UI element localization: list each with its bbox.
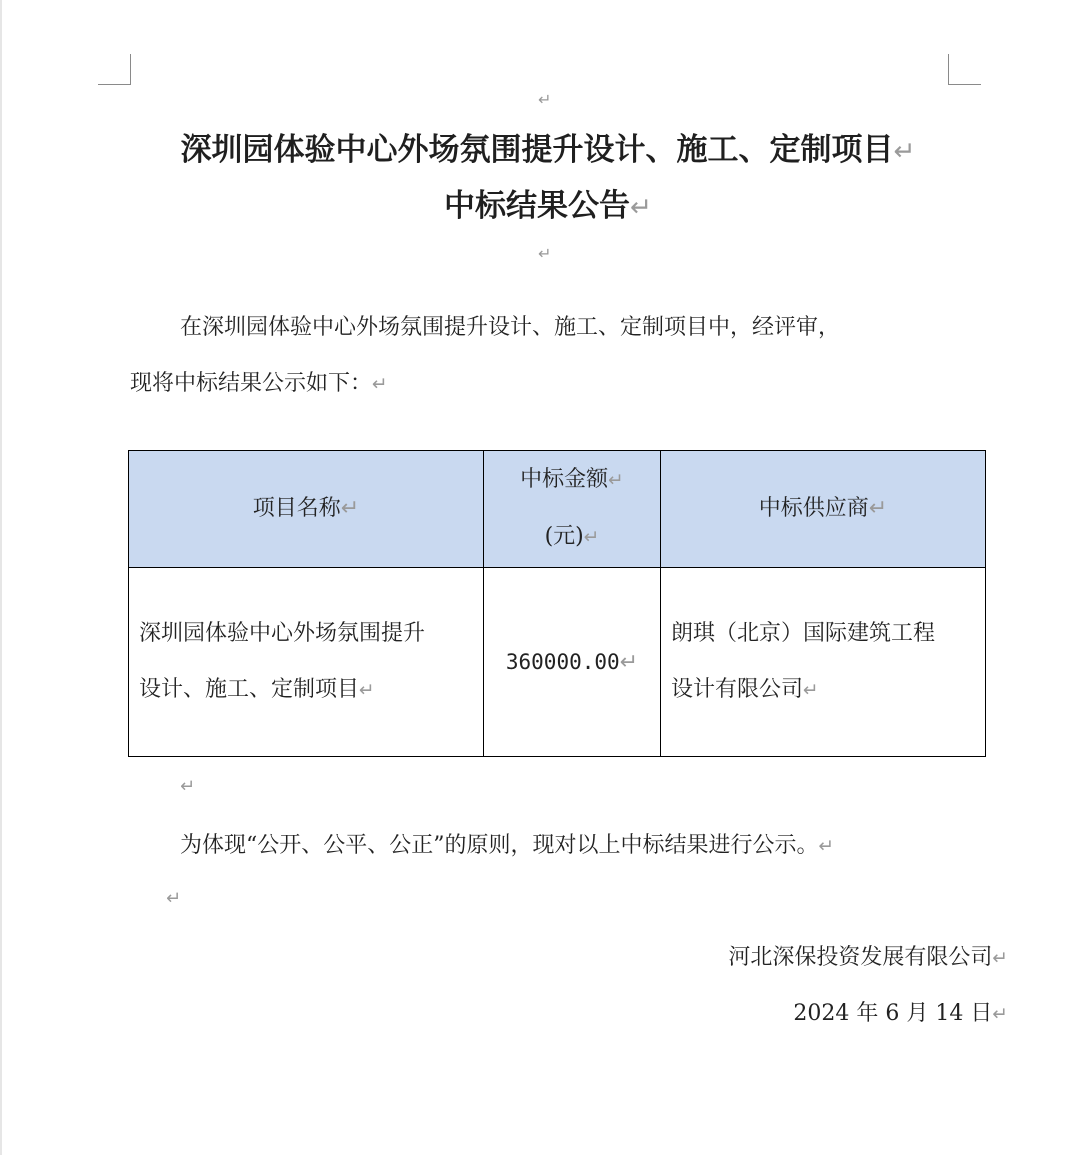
table-row	[129, 568, 986, 757]
signature-date-text: 2024 年 6 月 14 日	[793, 1001, 993, 1026]
signature-company-text: 河北深保投资发展有限公司	[728, 945, 993, 970]
paragraph-mark-icon: ↵	[372, 374, 388, 395]
page-left-edge	[0, 0, 2, 1155]
crop-mark-top-left	[98, 54, 131, 85]
paragraph-mark-icon: ↵	[583, 527, 600, 548]
paragraph-mark-icon: ↵	[992, 948, 1008, 969]
paragraph-mark-icon: ↵	[992, 1004, 1008, 1025]
result-table	[128, 450, 986, 757]
paragraph-mark-icon: ↵	[608, 470, 624, 491]
title-line-2	[0, 180, 1066, 225]
cell-project-name-line-1: 深圳园体验中心外场氛围提升	[139, 620, 426, 646]
paragraph-mark-icon: ↵	[868, 496, 888, 521]
cell-amount-text: 360000.00	[505, 649, 620, 674]
header-project-name	[129, 451, 484, 568]
header-amount-line-2: (元)	[544, 524, 584, 549]
paragraph-mark-icon: ↵	[340, 496, 360, 521]
paragraph-mark-icon: ↵	[818, 836, 835, 857]
crop-mark-top-right	[948, 54, 981, 85]
header-supplier-text: 中标供应商	[758, 496, 869, 521]
paragraph-mark-icon: ↵	[893, 137, 916, 167]
signature-company	[728, 940, 1008, 971]
cell-supplier-line-1: 朗琪（北京）国际建筑工程	[671, 620, 936, 646]
paragraph-mark-icon: ↵	[180, 776, 196, 797]
table-header-row	[129, 451, 986, 568]
cell-amount	[484, 568, 661, 757]
signature-date	[793, 996, 1008, 1027]
title-line-2-text: 中标结果公告	[443, 188, 630, 224]
paragraph-mark-icon: ↵	[538, 244, 552, 263]
intro-line-2-text: 现将中标结果公示如下：	[130, 371, 373, 396]
header-project-name-text: 项目名称	[252, 496, 341, 521]
title-line-1	[0, 124, 1066, 169]
paragraph-mark-icon: ↵	[619, 649, 639, 675]
cell-project-name-line-2: 设计、施工、定制项目	[139, 676, 360, 702]
closing-line	[180, 828, 834, 859]
paragraph-mark-icon: ↵	[538, 90, 552, 109]
title-line-1-text: 深圳园体验中心外场氛围提升设计、施工、定制项目	[180, 132, 894, 168]
paragraph-mark-icon: ↵	[166, 888, 182, 909]
cell-project-name	[129, 568, 484, 757]
paragraph-mark-icon: ↵	[629, 193, 653, 223]
cell-supplier	[661, 568, 986, 757]
header-amount-line-1: 中标金额	[520, 467, 609, 492]
cell-supplier-line-2: 设计有限公司	[671, 676, 804, 702]
header-supplier	[661, 451, 986, 568]
paragraph-mark-icon: ↵	[359, 679, 375, 701]
intro-line-2	[130, 366, 388, 397]
closing-text: 为体现“公开、公平、公正”的原则，现对以上中标结果进行公示。	[180, 833, 819, 858]
intro-line-1: 在深圳园体验中心外场氛围提升设计、施工、定制项目中，经评审，	[180, 315, 841, 340]
paragraph-mark-icon: ↵	[803, 679, 819, 701]
header-amount	[484, 451, 661, 568]
